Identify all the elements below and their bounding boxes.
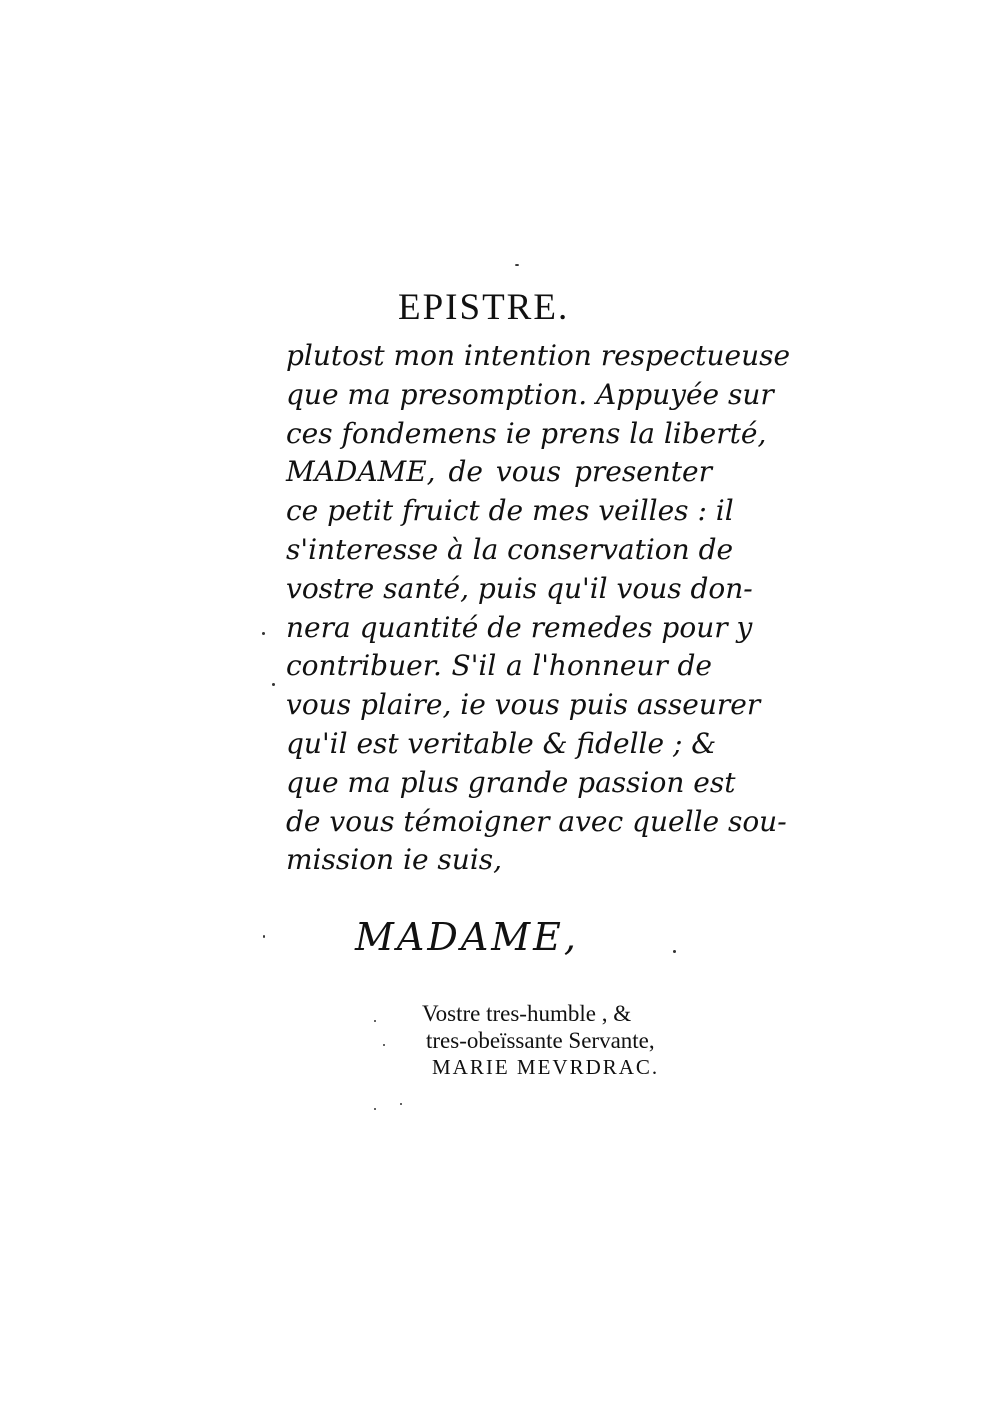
signature-line: Vostre tres-humble , & [422,1001,632,1026]
signature-name: MARIE MEVRDRAC. [432,1055,660,1079]
text-line: ce petit fruict de mes veilles : il [286,494,734,528]
print-speck [374,1020,376,1022]
text-line: vostre santé, puis qu'il vous don- [286,571,753,605]
running-head: EPISTRE. [398,287,570,328]
print-speck [673,950,676,953]
print-speck [374,1108,376,1110]
signature-block [420,1000,720,1081]
text-line: que ma presomption. Appuyée sur [286,377,774,411]
print-speck [383,1044,385,1046]
text-line: vous plaire, ie vous puis asseurer [286,688,761,722]
print-speck [262,632,265,635]
epistle-text [286,337,791,880]
text-line: MADAME, de vous presenter [286,455,712,489]
print-speck [263,935,265,938]
signature-line: tres-obeïssante Servante, [426,1028,655,1053]
text-line: mission ie suis, [286,843,503,877]
text-line: de vous témoigner avec quelle sou- [286,804,787,838]
print-speck [272,683,275,686]
text-line: plutost mon intention respectueuse [286,339,791,372]
text-line: contribuer. S'il a l'honneur de [286,649,712,683]
text-line: que ma plus grande passion est [286,765,736,799]
text-line: qu'il est veritable & fidelle ; & [286,726,717,760]
print-speck [515,264,519,266]
salutation: MADAME, [355,915,579,959]
text-line: s'interesse à la conservation de [286,532,734,566]
print-speck [400,1103,402,1105]
text-line: nera quantité de remedes pour y [286,610,753,644]
text-line: ces fondemens ie prens la liberté, [286,416,767,450]
